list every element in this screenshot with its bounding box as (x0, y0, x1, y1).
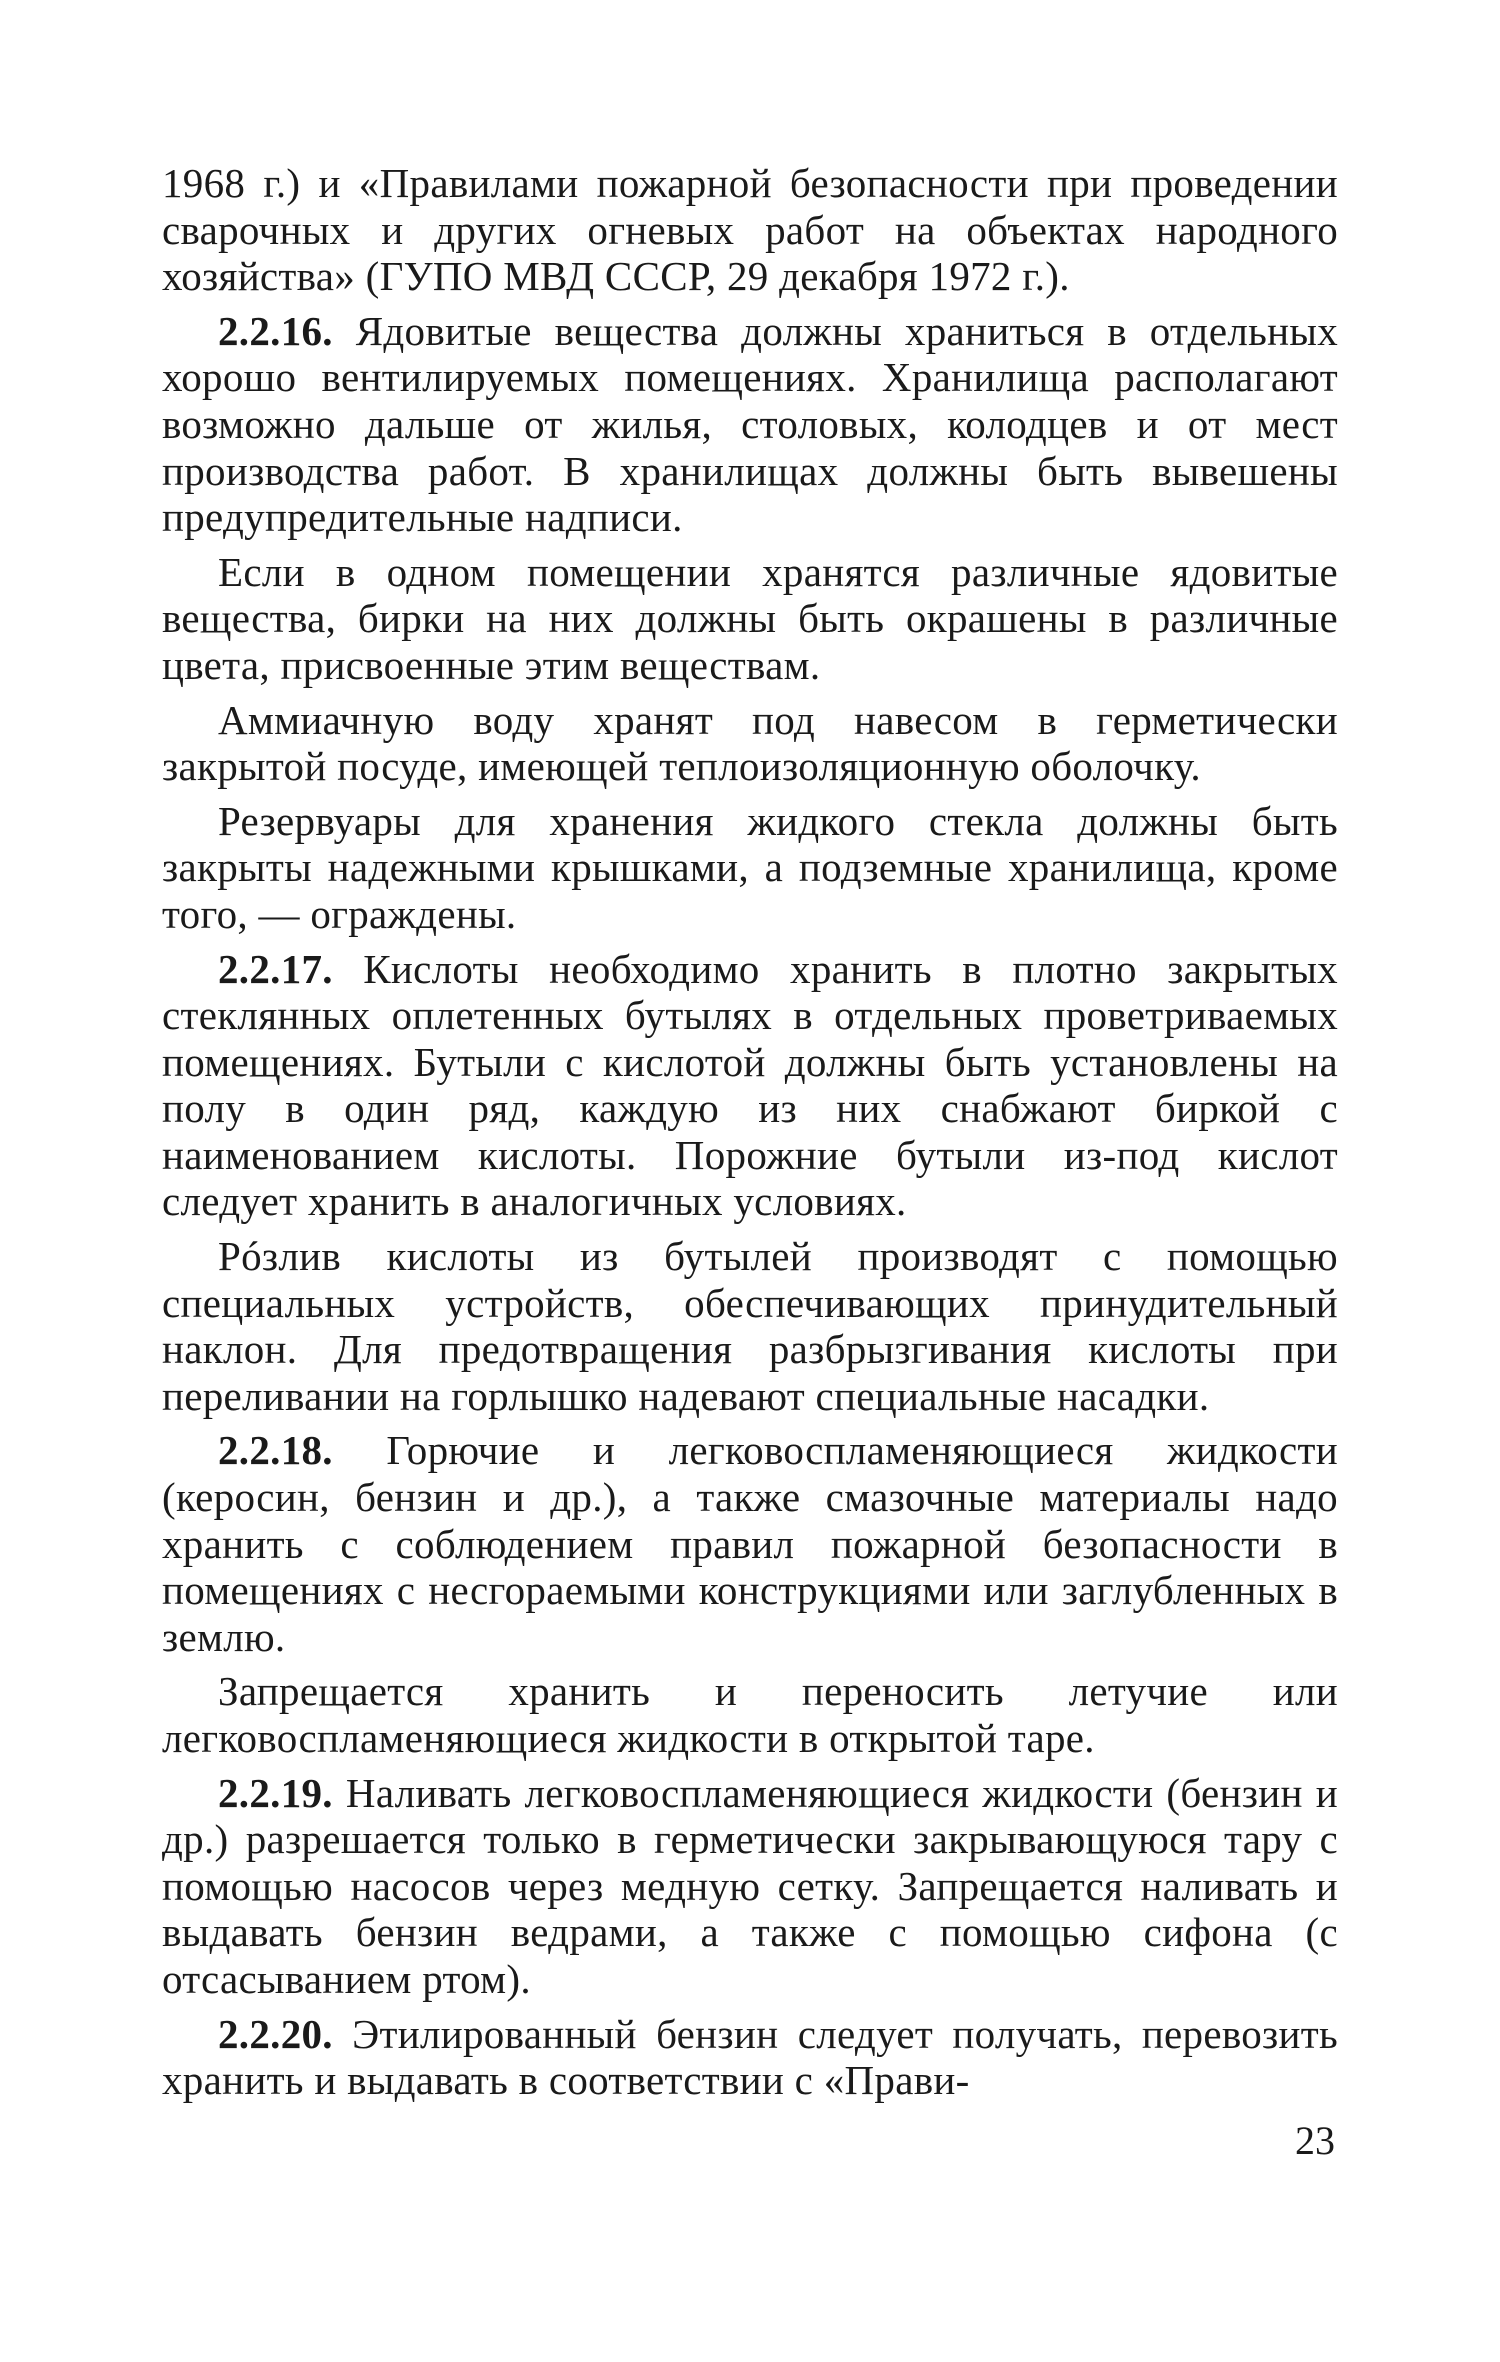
paragraph (162, 549, 1338, 689)
page-number: 23 (1295, 2118, 1335, 2163)
paragraph-text: Кислоты необходимо хранить в плотно закрытых стеклянных оплетенных бутылях в отдельных проветриваемых помещениях. Бутыли с кислотой должны быть установлены на полу в один ряд, каждую из них снабжают биркой с наименованием кислоты. Порожние бутыли из-под кислот следует хранить в аналогичных условиях. (162, 945, 1338, 1225)
paragraph-text: 1968 г.) и «Правилами пожарной безопасности при проведении сварочных и других огневых работ на объектах народного хозяйства» (ГУПО МВД СССР, 29 декабря 1972 г.). (162, 160, 1338, 300)
paragraph-2-2-16 (162, 308, 1338, 541)
paragraph-2-2-19 (162, 1770, 1338, 2003)
paragraph-text: Ядовитые вещества должны храниться в отдельных хорошо вентилируемых помещениях. Хранилища располагают возможно дальше от жилья, столовых, колодцев и от мест производства работ. В хранилищах должны быть вывешены предупредительные надписи. (162, 307, 1338, 541)
paragraph-continuation (162, 160, 1338, 300)
section-number: 2.2.17. (218, 945, 333, 992)
paragraph-2-2-20 (162, 2011, 1338, 2104)
section-number: 2.2.16. (218, 307, 333, 354)
paragraph-text: Рóзлив кислоты из бутылей производят с помощью специальных устройств, обеспечивающих принудительный наклон. Для предотвращения разбрызгивания кислоты при переливании на горлышко надевают специальные насадки. (162, 1233, 1338, 1419)
paragraph (162, 798, 1338, 938)
section-number: 2.2.18. (218, 1427, 333, 1474)
paragraph-text: Если в одном помещении хранятся различные ядовитые вещества, бирки на них должны быть окрашены в различные цвета, присвоенные этим веществам. (162, 548, 1338, 688)
paragraph (162, 1233, 1338, 1419)
paragraph (162, 1668, 1338, 1761)
paragraph-text: Горючие и легковоспламеняющиеся жидкости (керосин, бензин и др.), а также смазочные материалы надо хранить с соблюдением правил пожарной безопасности в помещениях с несгораемыми конструкциями или заглубленных в землю. (162, 1427, 1338, 1660)
page-body (162, 160, 1338, 2112)
section-number: 2.2.19. (218, 1769, 333, 1816)
paragraph-2-2-18 (162, 1427, 1338, 1660)
paragraph-2-2-17 (162, 946, 1338, 1226)
paragraph-text: Резервуары для хранения жидкого стекла должны быть закрыты надежными крышками, а подземные хранилища, кроме того, — ограждены. (162, 797, 1338, 937)
paragraph-text: Этилированный бензин следует получать, перевозить хранить и выдавать в соответствии с «Прави- (162, 2010, 1338, 2104)
paragraph (162, 697, 1338, 790)
paragraph-text: Наливать легковоспламеняющиеся жидкости (бензин и др.) разрешается только в герметически закрывающуюся тару с помощью насосов через медную сетку. Запрещается наливать и выдавать бензин ведрами, а также с помощью сифона (с отсасыванием ртом). (162, 1769, 1338, 2002)
paragraph-text: Аммиачную воду хранят под навесом в герметически закрытой посуде, имеющей теплоизоляционную оболочку. (162, 696, 1338, 790)
paragraph-text: Запрещается хранить и переносить летучие или легковоспламеняющиеся жидкости в открытой таре. (162, 1668, 1338, 1761)
section-number: 2.2.20. (218, 2010, 333, 2057)
